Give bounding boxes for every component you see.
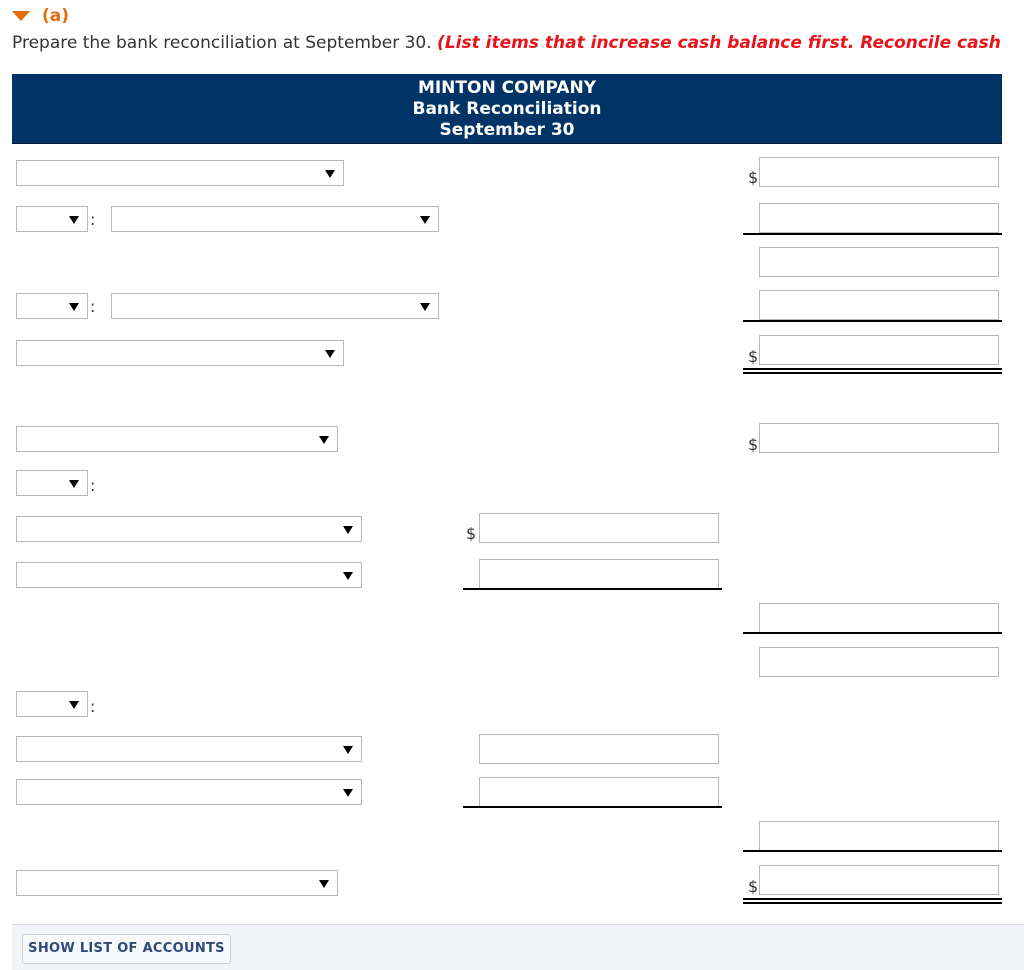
account-select-1[interactable] [16,160,344,186]
part-label: (a) [42,6,70,26]
single-underline [463,588,722,590]
colon: : [90,297,96,316]
adjustment-item-select-3[interactable] [16,516,362,542]
subamount-input-1[interactable] [479,513,719,543]
adjustment-type-select-4[interactable] [16,691,88,717]
subamount-input-3[interactable] [479,734,719,764]
dollar-sign: $ [748,435,759,454]
amount-input-7[interactable] [759,603,999,633]
instruction-hint: (List items that increase cash balance first. Reconcile cash [437,33,1001,53]
adjustment-item-select-5[interactable] [16,736,362,762]
dollar-sign: $ [748,168,759,187]
double-underline [743,898,1002,904]
single-underline [743,632,1002,634]
adjustment-item-select-6[interactable] [16,779,362,805]
show-list-of-accounts-button[interactable]: SHOW LIST OF ACCOUNTS [22,934,231,964]
adjustment-type-select-2[interactable] [16,293,88,319]
amount-input-5[interactable] [759,335,999,365]
account-select-3[interactable] [16,426,338,452]
amount-input-4[interactable] [759,290,999,320]
amount-input-6[interactable] [759,423,999,453]
account-select-4[interactable] [16,870,338,896]
single-underline [743,233,1002,235]
dollar-sign: $ [466,524,477,543]
company-name: MINTON COMPANY [417,78,597,98]
amount-input-3[interactable] [759,247,999,277]
dollar-sign: $ [748,347,759,366]
single-underline [743,850,1002,852]
adjustment-item-select-4[interactable] [16,562,362,588]
account-select-2[interactable] [16,340,344,366]
subamount-input-4[interactable] [479,777,719,807]
colon: : [90,476,96,495]
question-text [12,33,1001,53]
collapse-triangle-icon [12,11,30,21]
adjustment-item-select-1[interactable] [111,206,439,232]
statement-header [12,74,1002,144]
adjustment-type-select-1[interactable] [16,206,88,232]
amount-input-8[interactable] [759,647,999,677]
single-underline [743,320,1002,322]
amount-input-10[interactable] [759,865,999,895]
amount-input-1[interactable] [759,157,999,187]
amount-input-2[interactable] [759,203,999,233]
single-underline [463,806,722,808]
statement-title: Bank Reconciliation [412,99,602,119]
statement-date: September 30 [439,120,575,140]
subamount-input-2[interactable] [479,559,719,589]
double-underline [743,368,1002,374]
adjustment-item-select-2[interactable] [111,293,439,319]
colon: : [90,210,96,229]
dollar-sign: $ [748,877,759,896]
amount-input-9[interactable] [759,821,999,851]
colon: : [90,697,96,716]
part-a-toggle[interactable] [12,6,69,26]
adjustment-type-select-3[interactable] [16,470,88,496]
instruction: Prepare the bank reconciliation at September 30. [12,33,432,53]
